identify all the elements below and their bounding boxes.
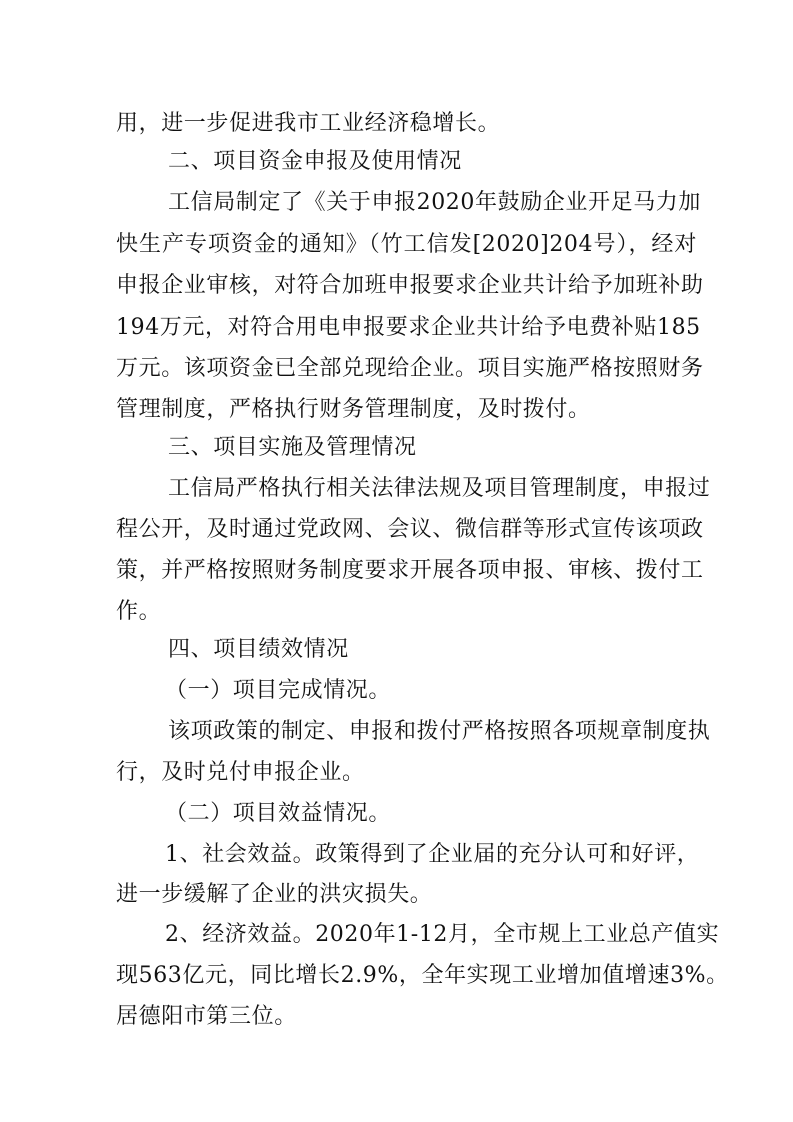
subsection-heading: （二）项目效益情况。 [165,801,392,826]
paragraph-line: 居德阳市第三位。 [116,1004,297,1029]
paragraph-line: 194万元，对符合用电申报要求企业共计给予电费补贴185 [116,315,701,340]
section-heading: 三、项目实施及管理情况 [168,435,417,460]
paragraph-line: 用，进一步促进我市工业经济稳增长。 [116,111,501,136]
paragraph-line: 作。 [116,599,162,624]
paragraph-line: 快生产专项资金的通知》（竹工信发[2020]204号），经对 [116,232,697,257]
paragraph-line: 申报企业审核，对符合加班申报要求企业共计给予加班补助 [116,273,704,298]
paragraph-line: 1、社会效益。政策得到了企业届的充分认可和好评， [165,842,700,867]
subsection-heading: （一）项目完成情况。 [165,678,392,703]
paragraph-line: 管理制度，严格执行财务管理制度，及时拨付。 [116,397,591,422]
paragraph-line: 现563亿元，同比增长2.9%，全年实现工业增加值增速3%。 [116,963,729,988]
paragraph-line: 行，及时兑付申报企业。 [116,760,365,785]
paragraph-line: 进一步缓解了企业的洪灾损失。 [116,882,433,907]
paragraph-line: 策，并严格按照财务制度要求开展各项申报、审核、拨付工 [116,558,704,583]
paragraph-line: 2、经济效益。2020年1-12月，全市规上工业总产值实 [165,922,720,947]
section-heading: 四、项目绩效情况 [168,637,349,662]
paragraph-line: 程公开，及时通过党政网、会议、微信群等形式宣传该项政 [116,517,704,542]
paragraph-line: 工信局严格执行相关法律法规及项目管理制度，申报过 [168,476,711,501]
section-heading: 二、项目资金申报及使用情况 [168,149,462,174]
paragraph-line: 该项政策的制定、申报和拨付严格按照各项规章制度执 [168,719,711,744]
paragraph-line: 工信局制定了《关于申报2020年鼓励企业开足马力加 [168,190,701,215]
paragraph-line: 万元。该项资金已全部兑现给企业。项目实施严格按照财务 [116,356,704,381]
